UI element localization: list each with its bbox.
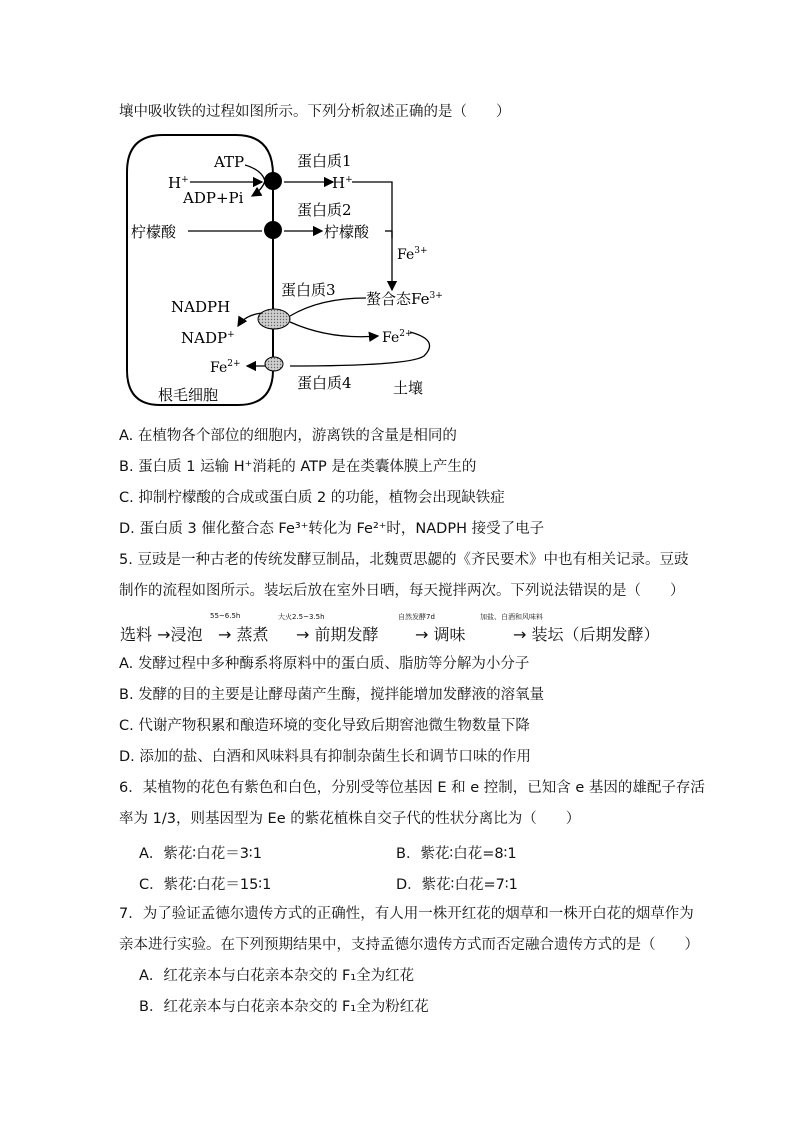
label-root-cell: 根毛细胞 — [158, 386, 219, 404]
q5-option-c: C. 代谢产物积累和酿造环境的变化导致后期窖池微生物数量下降 — [119, 718, 530, 734]
q6-stem-line2: 率为 1/3，则基因型为 Ee 的紫花植株自交子代的性状分离比为（ ） — [119, 811, 581, 827]
label-chelated-fe3: 螯合态$Fe^{3+}$ — [366, 290, 443, 308]
q6-option-a: A．紫花∶白花＝3∶1 — [139, 846, 262, 862]
q6-option-d: D．紫花∶白花=7∶1 — [396, 877, 518, 893]
protein2-dot — [264, 221, 282, 239]
q5-option-d: D. 添加的盐、白酒和风味料具有抑制杂菌生长和调节口味的作用 — [119, 749, 531, 765]
q6-stem-line1: 6．某植物的花色有紫色和白色，分别受等位基因 E 和 e 控制，已知含 e 基因的雄配子存活 — [119, 780, 705, 796]
q5-stem-line2: 制作的流程如图所示。装坛后放在室外日晒，每天搅拌两次。下列说法错误的是（ ） — [119, 583, 685, 599]
q4-option-d: D. 蛋白质 3 催化螯合态 Fe³⁺转化为 Fe²⁺时，NADPH 接受了电子 — [119, 521, 545, 537]
label-fe2-in: $Fe^{2+}$ — [210, 359, 241, 376]
flow-cond-3: 自然发酵7d — [398, 613, 435, 621]
flow-cond-1: 55~6.5h — [210, 612, 241, 620]
flow-step-1: 选料 →浸泡 — [120, 625, 203, 644]
q6-option-c: C．紫花∶白花＝15∶1 — [139, 877, 272, 893]
label-protein3: 蛋白质3 — [281, 281, 336, 299]
flow-step-2: → 蒸煮 — [218, 625, 269, 644]
q6-option-b: B．紫花∶白花=8∶1 — [396, 846, 517, 862]
flow-step-3: → 前期发酵 — [296, 625, 379, 644]
q7-option-a: A．红花亲本与白花亲本杂交的 F₁全为红花 — [139, 968, 415, 984]
label-soil: 土壤 — [393, 379, 424, 397]
q4-option-b: B. 蛋白质 1 运输 H⁺消耗的 ATP 是在类囊体膜上产生的 — [119, 459, 477, 475]
iron-absorption-diagram — [0, 0, 794, 420]
q7-stem-line1: 7．为了验证孟德尔遗传方式的正确性，有人用一株开红花的烟草和一株开白花的烟草作为 — [119, 906, 694, 922]
question-4-stem: 壤中吸收铁的过程如图所示。下列分析叙述正确的是（ ） — [119, 104, 511, 120]
label-nadp: NADP+ — [181, 329, 235, 347]
flow-cond-2: 大火2.5~3.5h — [278, 613, 325, 621]
root-cell-outline — [127, 135, 273, 405]
protein4-oval — [265, 357, 283, 371]
q5-option-a: A. 发酵过程中多种酶系将原料中的蛋白质、脂肪等分解为小分子 — [119, 656, 530, 672]
q7-option-b: B．红花亲本与白花亲本杂交的 F₁全为粉红花 — [139, 999, 429, 1015]
flow-step-4: → 调味 — [415, 625, 466, 644]
q5-option-b: B. 发酵的目的主要是让酵母菌产生酶，搅拌能增加发酵液的溶氧量 — [119, 687, 545, 703]
label-protein1: 蛋白质1 — [297, 152, 352, 170]
label-protein4: 蛋白质4 — [297, 374, 352, 392]
label-fe3: $Fe^{3+}$ — [397, 246, 428, 263]
label-fe2-out: $Fe^{2+}$ — [382, 329, 413, 346]
label-atp: ATP — [214, 153, 245, 171]
q7-stem-line2: 亲本进行实验。在下列预期结果中，支持孟德尔遗传方式而否定融合遗传方式的是（ ） — [119, 937, 699, 953]
label-citric-out: 柠檬酸 — [324, 223, 370, 241]
label-h-out: H+ — [332, 174, 353, 192]
label-adp: ADP+Pi — [183, 189, 244, 207]
label-citric-in: 柠檬酸 — [131, 223, 177, 241]
q4-option-c: C. 抑制柠檬酸的合成或蛋白质 2 的功能，植物会出现缺铁症 — [119, 490, 505, 506]
label-protein2: 蛋白质2 — [297, 201, 352, 219]
label-h-in: H+ — [168, 174, 189, 192]
label-nadph: NADPH — [171, 298, 231, 316]
douchi-process-flow — [118, 612, 698, 652]
protein1-dot — [264, 172, 282, 190]
q5-stem-line1: 5. 豆豉是一种古老的传统发酵豆制品，北魏贾思勰的《齐民要术》中也有相关记录。豆豉 — [119, 552, 689, 568]
flow-step-5: → 装坛（后期发酵） — [513, 625, 660, 644]
flow-cond-4: 加盐、白酒和风味料 — [480, 613, 543, 621]
protein3-oval — [258, 309, 290, 329]
q4-option-a: A. 在植物各个部位的细胞内，游离铁的含量是相同的 — [119, 428, 457, 444]
